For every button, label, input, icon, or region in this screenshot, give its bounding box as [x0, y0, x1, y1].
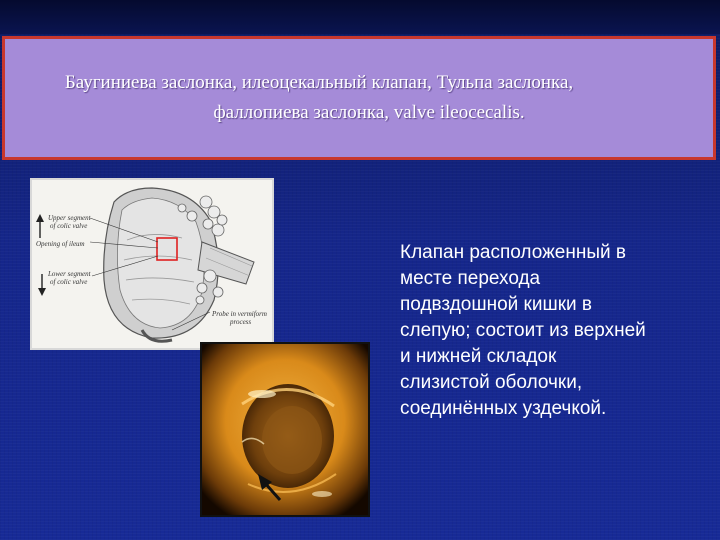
- title-line-1: Баугиниева заслонка, илеоцекальный клапан, Тульпа заслонка,: [64, 72, 574, 93]
- label-upper-segment-2: of colic valve: [50, 222, 88, 230]
- label-lower-segment-1: Lower segment: [48, 270, 91, 278]
- label-probe-1: Probe in vermiform: [212, 310, 267, 318]
- label-upper-segment-1: Upper segment: [48, 214, 91, 222]
- anatomy-drawing: [30, 178, 274, 350]
- anatomy-illustration: [32, 180, 272, 348]
- description-line-3: подвздошной кишки в: [400, 294, 593, 315]
- title-line-2: фаллопиева заслонка, valve ileocecalis.: [213, 102, 525, 123]
- description-line-1: Клапан расположенный в: [400, 242, 626, 263]
- top-header-strip: [0, 0, 720, 34]
- title-box: [2, 36, 716, 160]
- description-line-4: слепую; состоит из верхней: [400, 320, 646, 341]
- endoscopy-photo: [200, 342, 370, 517]
- label-probe-2: process: [230, 318, 252, 326]
- description-line-6: слизистой оболочки,: [400, 372, 583, 393]
- description-line-5: и нижней складок: [400, 346, 557, 367]
- endoscopy-image: [202, 344, 368, 515]
- label-lower-segment-2: of colic valve: [50, 278, 88, 286]
- description-text: [400, 240, 716, 422]
- description-line-2: месте перехода: [400, 268, 541, 289]
- label-opening-ileum: Opening of ileum: [36, 240, 85, 248]
- description-line-7: соединённых уздечкой.: [400, 398, 607, 419]
